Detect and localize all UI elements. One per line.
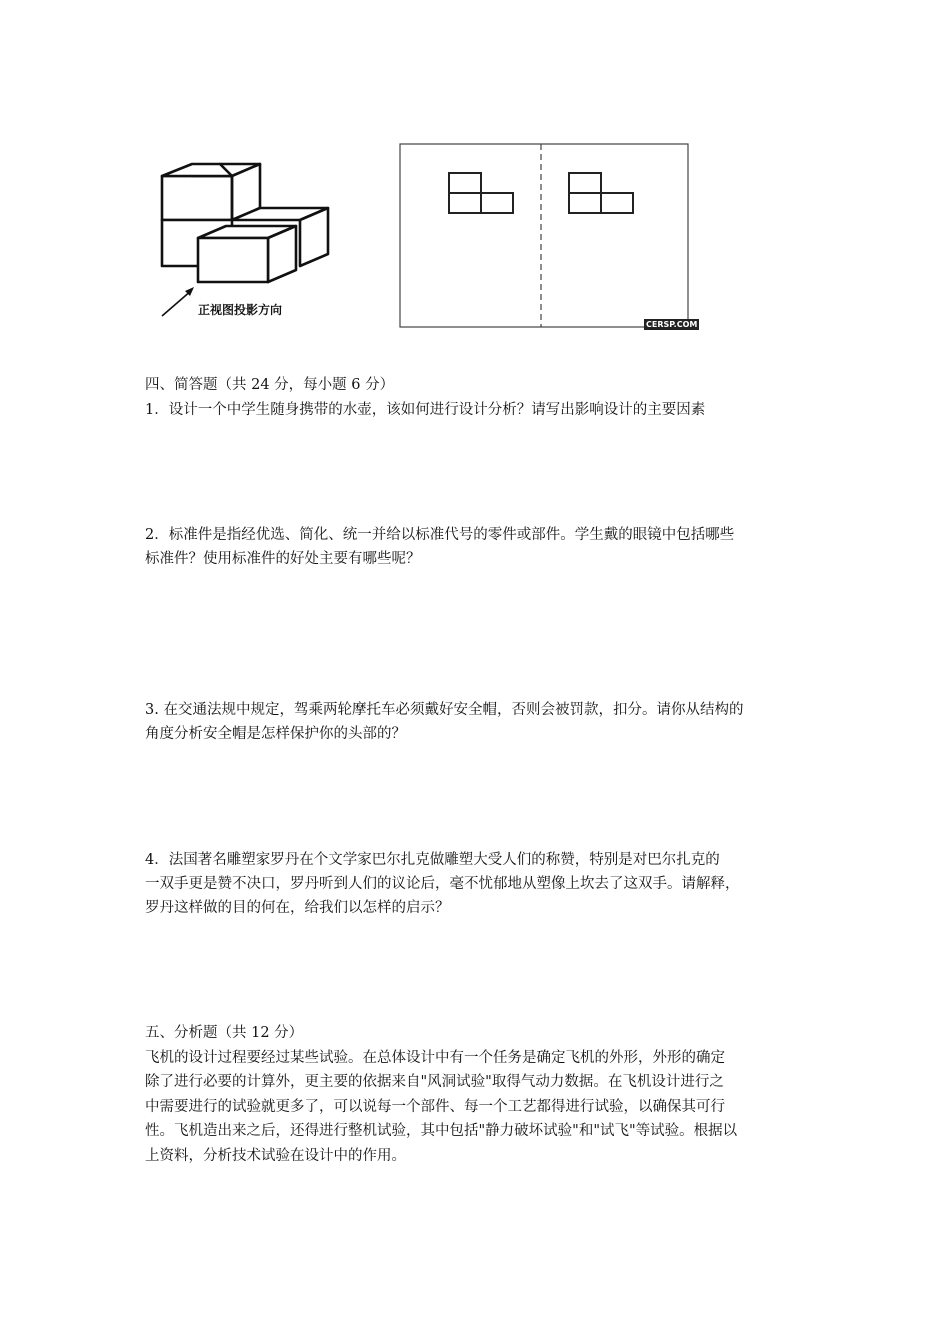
question-4-line-3: 罗丹这样做的目的何在，给我们以怎样的启示？: [145, 900, 450, 916]
question-4-line-1: 4．法国著名雕塑家罗丹在个文学家巴尔扎克做雕塑大受人们的称赞，特别是对巴尔扎克的: [145, 852, 720, 868]
section5-line-2: 除了进行必要的计算外，更主要的依据来自"风洞试验"取得气动力数据。在飞机设计进行之: [145, 1074, 724, 1090]
section5-line-3: 中需要进行的试验就更多了，可以说每一个部件、每一个工艺都得进行试验，以确保其可行: [145, 1099, 725, 1115]
section4-heading: 四、简答题（共 24 分，每小题 6 分）: [145, 377, 395, 393]
question-4-line-2: 一双手更是赞不决口，罗丹听到人们的议论后，毫不忧郁地从塑像上坎去了这双手。请解释，: [145, 876, 740, 892]
section5-heading: 五、分析题（共 12 分）: [145, 1025, 304, 1041]
question-3-line-1: 3. 在交通法规中规定，驾乘两轮摩托车必须戴好安全帽，否则会被罚款，扣分。请你从结构的: [145, 702, 744, 718]
question-3-line-2: 角度分析安全帽是怎样保护你的头部的？: [145, 726, 406, 742]
section5-line-5: 上资料，分析技术试验在设计中的作用。: [145, 1148, 406, 1164]
question-1-line-1: 1．设计一个中学生随身携带的水壶，该如何进行设计分析？请写出影响设计的主要因素: [145, 402, 706, 418]
projection-direction-caption: 正视图投影方向: [198, 303, 283, 317]
question-2-line-1: 2．标准件是指经优选、简化、统一并给以标准代号的零件或部件。学生戴的眼镜中包括哪些: [145, 527, 735, 543]
site-watermark: CERSP.COM: [646, 320, 698, 329]
question-2-line-2: 标准件？使用标准件的好处主要有哪些呢？: [145, 551, 421, 567]
projection-answer-panel: [398, 142, 698, 334]
section5-line-4: 性。飞机造出来之后，还得进行整机试验，其中包括"静力破坏试验"和"试飞"等试验。根据以: [145, 1123, 738, 1139]
section5-line-1: 飞机的设计过程要经过某些试验。在总体设计中有一个任务是确定飞机的外形，外形的确定: [145, 1050, 725, 1066]
